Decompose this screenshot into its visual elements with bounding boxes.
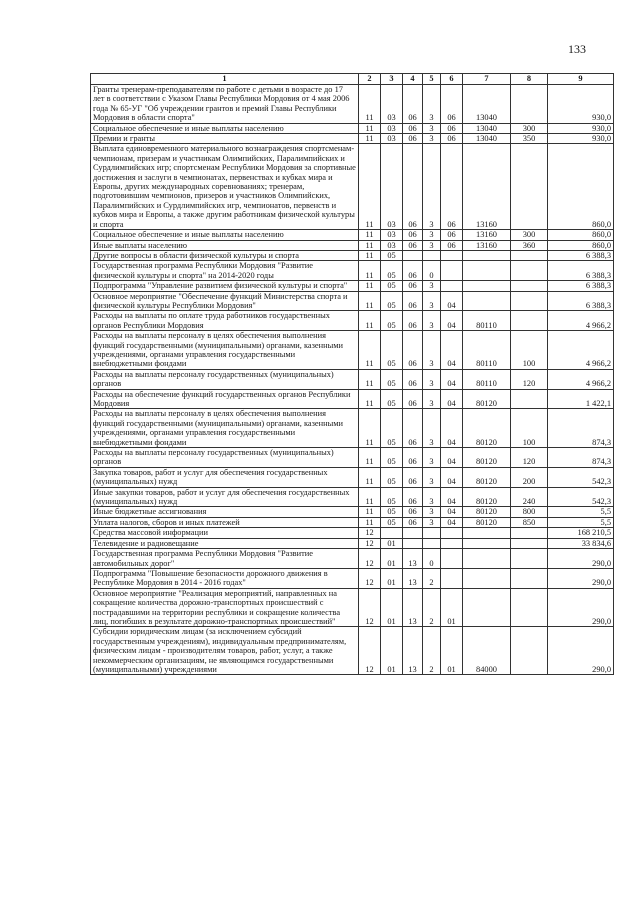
table-row	[91, 538, 614, 548]
col-9-amount: 860,0	[548, 240, 614, 250]
col-9-amount: 5,5	[548, 507, 614, 517]
col-5-code: 3	[423, 240, 441, 250]
col-7-code	[463, 281, 511, 291]
col-2-code: 11	[359, 134, 381, 144]
table-row	[91, 448, 614, 468]
col-5-code: 3	[423, 291, 441, 311]
col-2-code: 11	[359, 281, 381, 291]
col-7-code: 13160	[463, 230, 511, 240]
row-name: Расходы на выплаты по оплате труда работников государственных органов Республики Мордовия	[91, 311, 359, 331]
col-2-code: 12	[359, 627, 381, 675]
col-9-amount: 542,3	[548, 487, 614, 507]
col-5-code: 3	[423, 85, 441, 124]
col-2-code: 11	[359, 144, 381, 230]
col-9-amount: 542,3	[548, 467, 614, 487]
col-4-code: 06	[403, 134, 423, 144]
col-7-code	[463, 538, 511, 548]
col-6-code	[441, 568, 463, 588]
col-3-code	[381, 528, 403, 538]
col-8-code	[511, 144, 548, 230]
col-8-code	[511, 389, 548, 409]
col-7-code: 13040	[463, 85, 511, 124]
col-9-amount: 930,0	[548, 85, 614, 124]
col-4-code: 06	[403, 144, 423, 230]
col-2-code: 11	[359, 261, 381, 281]
col-4-code: 06	[403, 487, 423, 507]
col-3-code: 05	[381, 409, 403, 448]
col-8-code	[511, 549, 548, 569]
table-row	[91, 261, 614, 281]
col-8-code: 300	[511, 123, 548, 133]
header-col-8: 8	[511, 74, 548, 85]
row-name: Другие вопросы в области физической культуры и спорта	[91, 250, 359, 260]
col-7-code: 80120	[463, 389, 511, 409]
col-8-code	[511, 568, 548, 588]
col-6-code: 04	[441, 487, 463, 507]
col-9-amount: 168 210,5	[548, 528, 614, 538]
col-8-code: 100	[511, 331, 548, 370]
row-name: Расходы на выплаты персоналу в целях обеспечения выполнения функций государственными (муниципальными) органами, казенными учреждениями, органами управления государственными внебюджетными фондами	[91, 331, 359, 370]
col-7-code: 13160	[463, 240, 511, 250]
col-9-amount: 6 388,3	[548, 250, 614, 260]
col-4-code: 06	[403, 85, 423, 124]
table-row	[91, 467, 614, 487]
col-8-code	[511, 291, 548, 311]
row-name: Расходы на обеспечение функций государственных органов Республики Мордовия	[91, 389, 359, 409]
col-6-code: 06	[441, 123, 463, 133]
col-5-code: 3	[423, 467, 441, 487]
header-col-5: 5	[423, 74, 441, 85]
col-7-code	[463, 568, 511, 588]
col-4-code: 06	[403, 291, 423, 311]
col-4-code: 06	[403, 230, 423, 240]
col-3-code: 01	[381, 627, 403, 675]
col-7-code: 80110	[463, 369, 511, 389]
col-8-code: 240	[511, 487, 548, 507]
col-8-code	[511, 261, 548, 281]
row-name: Социальное обеспечение и иные выплаты населению	[91, 230, 359, 240]
col-6-code	[441, 261, 463, 281]
col-4-code: 13	[403, 627, 423, 675]
table-row	[91, 291, 614, 311]
col-2-code: 11	[359, 517, 381, 527]
header-col-3: 3	[381, 74, 403, 85]
row-name: Основное мероприятие "Реализация мероприятий, направленных на сокращение количества дорожно-транспортных происшествий с пострадавшими на территории республики и сокращение количества лиц, погибших в результате дорожно-транспортных происшествий"	[91, 588, 359, 627]
row-name: Иные выплаты населению	[91, 240, 359, 250]
col-3-code: 05	[381, 467, 403, 487]
col-3-code: 05	[381, 517, 403, 527]
table-row	[91, 627, 614, 675]
col-2-code: 12	[359, 528, 381, 538]
col-7-code: 80110	[463, 331, 511, 370]
table-body	[91, 85, 614, 675]
col-6-code: 01	[441, 627, 463, 675]
col-5-code	[423, 250, 441, 260]
col-2-code: 11	[359, 487, 381, 507]
table-row	[91, 409, 614, 448]
col-4-code	[403, 538, 423, 548]
col-3-code: 03	[381, 123, 403, 133]
row-name: Расходы на выплаты персоналу государственных (муниципальных) органов	[91, 448, 359, 468]
col-9-amount: 1 422,1	[548, 389, 614, 409]
col-3-code: 05	[381, 281, 403, 291]
row-name: Социальное обеспечение и иные выплаты населению	[91, 123, 359, 133]
col-9-amount: 290,0	[548, 549, 614, 569]
col-8-code	[511, 281, 548, 291]
col-6-code: 06	[441, 134, 463, 144]
col-4-code: 06	[403, 261, 423, 281]
col-5-code: 3	[423, 448, 441, 468]
col-2-code: 11	[359, 250, 381, 260]
col-9-amount: 930,0	[548, 123, 614, 133]
col-6-code: 01	[441, 588, 463, 627]
row-name: Государственная программа Республики Мордовия "Развитие физической культуры и спорта" на 2014-2020 годы	[91, 261, 359, 281]
col-5-code: 0	[423, 549, 441, 569]
col-5-code: 0	[423, 261, 441, 281]
col-6-code: 04	[441, 517, 463, 527]
col-6-code: 06	[441, 240, 463, 250]
col-9-amount: 4 966,2	[548, 331, 614, 370]
col-7-code: 80120	[463, 517, 511, 527]
col-8-code: 850	[511, 517, 548, 527]
col-8-code: 800	[511, 507, 548, 517]
table-row	[91, 311, 614, 331]
col-4-code	[403, 528, 423, 538]
col-9-amount: 930,0	[548, 134, 614, 144]
row-name: Выплата единовременного материального вознаграждения спортсменам-чемпионам, призерам и участникам Олимпийских, Паралимпийских и Сурдлимпийских игр; спортсменам Республики Мордовия за спортивные достижения и заслуги в чемпионатах, первенствах и кубках мира и Европы, других международных соревнованиях; тренерам, подготовившим чемпионов, призеров и участников Олимпийских, Паралимпийских и Сурдлимпийских игр, чемпионатов, первенств и кубков мира и Европы, а также другим работникам физической культуры и спорта	[91, 144, 359, 230]
col-3-code: 01	[381, 549, 403, 569]
col-5-code: 2	[423, 627, 441, 675]
col-7-code: 84000	[463, 627, 511, 675]
col-2-code: 11	[359, 230, 381, 240]
table-row	[91, 568, 614, 588]
col-9-amount: 6 388,3	[548, 291, 614, 311]
col-6-code: 06	[441, 85, 463, 124]
col-7-code: 80120	[463, 467, 511, 487]
table-row	[91, 240, 614, 250]
col-5-code: 3	[423, 409, 441, 448]
row-name: Расходы на выплаты персоналу государственных (муниципальных) органов	[91, 369, 359, 389]
col-3-code: 05	[381, 389, 403, 409]
col-6-code	[441, 528, 463, 538]
col-6-code: 04	[441, 331, 463, 370]
col-8-code	[511, 588, 548, 627]
col-7-code: 80120	[463, 409, 511, 448]
col-3-code: 05	[381, 331, 403, 370]
col-7-code	[463, 291, 511, 311]
col-4-code: 06	[403, 311, 423, 331]
col-5-code: 3	[423, 507, 441, 517]
header-col-9: 9	[548, 74, 614, 85]
budget-table	[90, 73, 614, 675]
col-4-code: 06	[403, 448, 423, 468]
col-2-code: 11	[359, 507, 381, 517]
col-7-code	[463, 528, 511, 538]
col-2-code: 12	[359, 588, 381, 627]
col-4-code: 06	[403, 507, 423, 517]
col-9-amount: 874,3	[548, 448, 614, 468]
col-8-code: 300	[511, 230, 548, 240]
col-2-code: 11	[359, 409, 381, 448]
col-5-code: 3	[423, 517, 441, 527]
row-name: Подпрограмма "Повышение безопасности дорожного движения в Республике Мордовия в 2014 - 2016 годах"	[91, 568, 359, 588]
col-9-amount: 290,0	[548, 568, 614, 588]
col-7-code: 80120	[463, 448, 511, 468]
col-3-code: 01	[381, 538, 403, 548]
col-8-code	[511, 627, 548, 675]
col-9-amount: 6 388,3	[548, 261, 614, 281]
col-2-code: 12	[359, 538, 381, 548]
col-9-amount: 290,0	[548, 627, 614, 675]
col-3-code: 01	[381, 568, 403, 588]
col-3-code: 05	[381, 507, 403, 517]
table-row	[91, 250, 614, 260]
table-row	[91, 507, 614, 517]
row-name: Основное мероприятие "Обеспечение функций Министерства спорта и физической культуры Республики Мордовия"	[91, 291, 359, 311]
col-9-amount: 290,0	[548, 588, 614, 627]
header-col-2: 2	[359, 74, 381, 85]
table-row	[91, 369, 614, 389]
header-col-6: 6	[441, 74, 463, 85]
row-name: Иные закупки товаров, работ и услуг для обеспечения государственных (муниципальных) нужд	[91, 487, 359, 507]
col-3-code: 03	[381, 134, 403, 144]
header-col-1: 1	[91, 74, 359, 85]
col-5-code: 3	[423, 331, 441, 370]
col-3-code: 05	[381, 487, 403, 507]
col-3-code: 05	[381, 261, 403, 281]
col-9-amount: 874,3	[548, 409, 614, 448]
col-4-code: 13	[403, 568, 423, 588]
col-8-code	[511, 538, 548, 548]
col-8-code: 120	[511, 448, 548, 468]
col-6-code: 04	[441, 467, 463, 487]
col-4-code: 06	[403, 369, 423, 389]
col-5-code: 3	[423, 281, 441, 291]
row-name: Подпрограмма "Управление развитием физической культуры и спорта"	[91, 281, 359, 291]
col-2-code: 11	[359, 123, 381, 133]
col-9-amount: 33 834,6	[548, 538, 614, 548]
table-row	[91, 549, 614, 569]
col-4-code	[403, 250, 423, 260]
header-col-4: 4	[403, 74, 423, 85]
col-8-code	[511, 311, 548, 331]
col-4-code: 13	[403, 549, 423, 569]
table-row	[91, 144, 614, 230]
col-8-code: 100	[511, 409, 548, 448]
page-number: 133	[568, 42, 586, 56]
col-2-code: 11	[359, 240, 381, 250]
col-2-code: 11	[359, 467, 381, 487]
col-4-code: 06	[403, 517, 423, 527]
col-3-code: 03	[381, 85, 403, 124]
col-5-code: 3	[423, 144, 441, 230]
col-3-code: 05	[381, 250, 403, 260]
col-2-code: 11	[359, 311, 381, 331]
col-7-code: 13160	[463, 144, 511, 230]
col-8-code	[511, 528, 548, 538]
col-4-code: 13	[403, 588, 423, 627]
col-5-code: 3	[423, 311, 441, 331]
col-6-code: 04	[441, 369, 463, 389]
col-3-code: 05	[381, 291, 403, 311]
col-2-code: 11	[359, 448, 381, 468]
col-2-code: 12	[359, 568, 381, 588]
col-5-code: 3	[423, 389, 441, 409]
header-col-7: 7	[463, 74, 511, 85]
col-4-code: 06	[403, 331, 423, 370]
col-6-code	[441, 281, 463, 291]
col-5-code: 3	[423, 134, 441, 144]
row-name: Уплата налогов, сборов и иных платежей	[91, 517, 359, 527]
table-row	[91, 528, 614, 538]
col-6-code: 06	[441, 230, 463, 240]
col-4-code: 06	[403, 467, 423, 487]
col-8-code	[511, 85, 548, 124]
col-7-code	[463, 549, 511, 569]
row-name: Иные бюджетные ассигнования	[91, 507, 359, 517]
col-7-code	[463, 588, 511, 627]
col-4-code: 06	[403, 409, 423, 448]
table-row	[91, 331, 614, 370]
col-6-code: 04	[441, 448, 463, 468]
col-5-code	[423, 528, 441, 538]
col-6-code: 04	[441, 311, 463, 331]
col-7-code: 13040	[463, 134, 511, 144]
col-6-code	[441, 549, 463, 569]
col-5-code	[423, 538, 441, 548]
col-8-code	[511, 250, 548, 260]
col-3-code: 01	[381, 588, 403, 627]
table-row	[91, 123, 614, 133]
col-5-code: 3	[423, 369, 441, 389]
col-3-code: 03	[381, 240, 403, 250]
row-name: Закупка товаров, работ и услуг для обеспечения государственных (муниципальных) нужд	[91, 467, 359, 487]
col-4-code: 06	[403, 240, 423, 250]
col-7-code	[463, 261, 511, 281]
table-row	[91, 134, 614, 144]
col-5-code: 2	[423, 588, 441, 627]
col-7-code: 80120	[463, 487, 511, 507]
col-5-code: 3	[423, 487, 441, 507]
row-name: Расходы на выплаты персоналу в целях обеспечения выполнения функций государственными (муниципальными) органами, казенными учреждениями, органами управления государственными внебюджетными фондами	[91, 409, 359, 448]
table-row	[91, 281, 614, 291]
col-3-code: 05	[381, 448, 403, 468]
col-8-code: 120	[511, 369, 548, 389]
col-7-code: 80120	[463, 507, 511, 517]
col-3-code: 03	[381, 230, 403, 240]
table-header-row	[91, 74, 614, 85]
col-2-code: 11	[359, 331, 381, 370]
col-6-code	[441, 250, 463, 260]
col-4-code: 06	[403, 281, 423, 291]
col-9-amount: 860,0	[548, 144, 614, 230]
col-9-amount: 5,5	[548, 517, 614, 527]
col-6-code: 04	[441, 409, 463, 448]
col-5-code: 3	[423, 123, 441, 133]
col-3-code: 03	[381, 144, 403, 230]
table-row	[91, 588, 614, 627]
row-name: Премии и гранты	[91, 134, 359, 144]
col-6-code	[441, 538, 463, 548]
row-name: Государственная программа Республики Мордовия "Развитие автомобильных дорог"	[91, 549, 359, 569]
table-row	[91, 389, 614, 409]
col-3-code: 05	[381, 369, 403, 389]
col-2-code: 11	[359, 85, 381, 124]
col-9-amount: 4 966,2	[548, 369, 614, 389]
col-3-code: 05	[381, 311, 403, 331]
col-8-code: 350	[511, 134, 548, 144]
col-9-amount: 4 966,2	[548, 311, 614, 331]
col-5-code: 2	[423, 568, 441, 588]
col-6-code: 04	[441, 389, 463, 409]
col-9-amount: 860,0	[548, 230, 614, 240]
table-row	[91, 230, 614, 240]
row-name: Гранты тренерам-преподавателям по работе с детьми в возрасте до 17 лет в соответствии с Указом Главы Республики Мордовия от 4 мая 2006 года № 65-УГ "Об учреждении грантов и премий Главы Республики Мордовия в области спорта"	[91, 85, 359, 124]
col-6-code: 04	[441, 291, 463, 311]
col-4-code: 06	[403, 123, 423, 133]
col-7-code: 80110	[463, 311, 511, 331]
col-4-code: 06	[403, 389, 423, 409]
col-9-amount: 6 388,3	[548, 281, 614, 291]
row-name: Телевидение и радиовещание	[91, 538, 359, 548]
col-2-code: 11	[359, 389, 381, 409]
col-6-code: 04	[441, 507, 463, 517]
col-2-code: 12	[359, 549, 381, 569]
col-8-code: 200	[511, 467, 548, 487]
col-2-code: 11	[359, 291, 381, 311]
table-row	[91, 487, 614, 507]
col-8-code: 360	[511, 240, 548, 250]
col-7-code	[463, 250, 511, 260]
col-2-code: 11	[359, 369, 381, 389]
row-name: Средства массовой информации	[91, 528, 359, 538]
col-5-code: 3	[423, 230, 441, 240]
table-row	[91, 517, 614, 527]
row-name: Субсидии юридическим лицам (за исключением субсидий государственным учреждениям), индивидуальным предпринимателям, физическим лицам - производителям товаров, работ, услуг, а также некоммерческим организациям, не являющимся государственными (муниципальными) учреждениями	[91, 627, 359, 675]
col-7-code: 13040	[463, 123, 511, 133]
table-row	[91, 85, 614, 124]
col-6-code: 06	[441, 144, 463, 230]
